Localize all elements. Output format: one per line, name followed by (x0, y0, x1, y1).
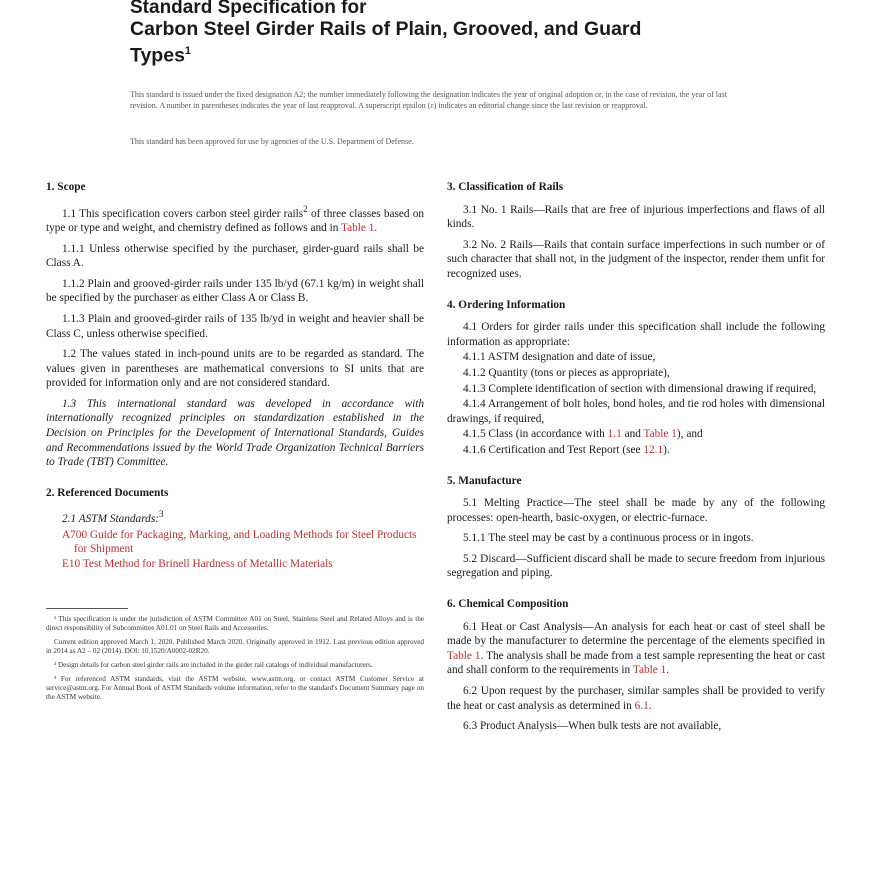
para-3-1: 3.1 No. 1 Rails—Rails that are free of injurious imperfections and flaws of all kinds. (447, 203, 825, 231)
para-4-1: 4.1 Orders for girder rails under this specification shall include the following information as appropriate: (447, 321, 825, 348)
para-5-1-1: 5.1.1 The steel may be cast by a continuous process or in ingots. (463, 532, 754, 545)
para-3-2: 3.2 No. 2 Rails—Rails that contain surface imperfections in such number or of such character that shall not, in the judgment of the inspector, render them unfit for recognized uses. (447, 238, 825, 280)
section-1-heading: 1. Scope (46, 181, 86, 193)
para-1-1-1: 1.1.1 Unless otherwise specified by the purchaser, girder-guard rails shall be Class A. (46, 242, 424, 270)
footnote-3: ³ For referenced ASTM standards, visit the ASTM website, www.astm.org, or contact ASTM Customer Service at service@astm.org. For Annual Book of ASTM Standards volume information, refer to the standard's Document Summary page on the ASTM website. (46, 674, 424, 701)
para-4-1-2: 4.1.2 Quantity (tons or pieces as appropriate), (463, 366, 670, 379)
title-footnote-ref[interactable]: 1 (184, 45, 192, 57)
link-table-1[interactable]: Table 1 (632, 664, 667, 677)
approval-note: This standard has been approved for use by agencies of the U.S. Department of Defense. (130, 137, 414, 146)
para-6-3: 6.3 Product Analysis—When bulk tests are not available, (463, 720, 722, 733)
section-6-heading: 6. Chemical Composition (447, 598, 569, 611)
document-header (130, 0, 830, 67)
para-5-2: 5.2 Discard—Sufficient discard shall be made to secure freedom from injurious segregation and piping. (447, 552, 825, 580)
title-line-3: Types$^1$ (130, 44, 192, 67)
para-5-1: 5.1 Melting Practice—The steel shall be made by any of the following processes: open-hearth, basic-oxygen, or electric-furnace. (447, 497, 825, 524)
para-2-1: 2.1 ASTM Standards:$^3$ (62, 510, 164, 526)
link-12-1[interactable]: 12.1 (643, 443, 664, 456)
left-column (46, 180, 424, 707)
section-2-heading: 2. Referenced Documents (46, 486, 169, 499)
para-1-2: 1.2 The values stated in inch-pound units are to be regarded as standard. The values given in parentheses are mathematical conversions to SI units that are provided for information only and are not considered standard. (46, 348, 424, 390)
link-table-1[interactable]: Table 1 (643, 428, 677, 441)
footnote-1-edition: Current edition approved March 1, 2020. Published March 2020. Originally approved in 1912. Last previous edition approved in 2014 as A2 – 02 (2014). DOI: 10.1520/A0002-02R20. (46, 637, 424, 655)
designation-note: This standard is issued under the fixed designation A2; the number immediately following the designation indicates the year of original adoption or, in the case of revision, the year of last revision. A number in parentheses indicates the year of last reapproval. A superscript epsilon (ε) indicates an editorial change since the last revision or reapproval. (130, 90, 727, 110)
title-line-1: Standard Specification for (130, 0, 367, 18)
title-line-2: Carbon Steel Girder Rails of Plain, Grooved, and Guard (130, 18, 642, 40)
para-6-2: 6.2 Upon request by the purchaser, similar samples shall be provided to verify the heat or cast analysis as determined in 6.1. (447, 685, 825, 712)
para-4-1-5: 4.1.5 Class (in accordance with 1.1 and Table 1), and (463, 428, 703, 441)
ref-a700[interactable]: A700 Guide for Packaging, Marking, and Loading Methods for Steel Products for Shipment (62, 528, 417, 556)
para-1-1-2: 1.1.2 Plain and grooved-girder rails under 135 lb/yd (67.1 kg/m) in weight shall be specified by the purchaser as either Class A or Class B. (46, 277, 424, 305)
para-1-1: 1.1 This specification covers carbon steel girder rails$^2$ of three classes based on type or type and weight, and chemistry defined as follows and in Table 1. (46, 204, 424, 234)
para-1-3: 1.3 This international standard was developed in accordance with internationally recognized principles on standardization established in the Decision on Principles for the Development of International Standards, Guides and Recommendations issued by the World Trade Organization Technical Barriers to Trade (TBT) Committee. (46, 397, 424, 469)
footnote-ref-2[interactable]: 2 (303, 204, 308, 215)
footnote-divider (46, 608, 128, 609)
link-table-1[interactable]: Table 1 (341, 221, 375, 234)
footnote-2: ² Design details for carbon steel girder rails are included in the girder rail catalogs of individual manufacturers. (54, 660, 373, 669)
footnote-1: ¹ This specification is under the jurisdiction of ASTM Committee A01 on Steel, Stainless Steel and Related Alloys and is the direct responsibility of Subcommittee A01.01 on Steel Rails and Accessories. (46, 614, 424, 632)
para-6-1: 6.1 Heat or Cast Analysis—An analysis for each heat or cast of steel shall be made by the manufacturer to determine the percentage of the elements specified in Table 1. The analysis shall be made from a test sample representing the heat or cast and shall conform to the requirements in Table 1. (447, 620, 825, 677)
para-4-1-3: 4.1.3 Complete identification of section with dimensional drawing if required, (463, 382, 817, 395)
link-6-1[interactable]: 6.1 (634, 699, 649, 712)
right-column (447, 180, 825, 740)
footnote-ref-3[interactable]: 3 (158, 510, 164, 521)
section-3-heading: 3. Classification of Rails (447, 181, 564, 193)
section-4-heading: 4. Ordering Information (447, 298, 566, 311)
para-4-1-1: 4.1.1 ASTM designation and date of issue, (463, 351, 656, 364)
para-4-1-4: 4.1.4 Arrangement of bolt holes, bond holes, and tie rod holes with dimensional drawings, if required, (447, 398, 825, 425)
ref-e10[interactable]: E10 Test Method for Brinell Hardness of Metallic Materials (62, 558, 333, 570)
para-1-1-3: 1.1.3 Plain and grooved-girder rails of 135 lb/yd in weight and heavier shall be Class C, unless otherwise specified. (46, 312, 424, 340)
para-4-1-6: 4.1.6 Certification and Test Report (see 12.1). (463, 443, 670, 456)
link-1-1[interactable]: 1.1 (607, 428, 622, 441)
section-5-heading: 5. Manufacture (447, 474, 522, 487)
link-table-1[interactable]: Table 1 (447, 649, 481, 662)
